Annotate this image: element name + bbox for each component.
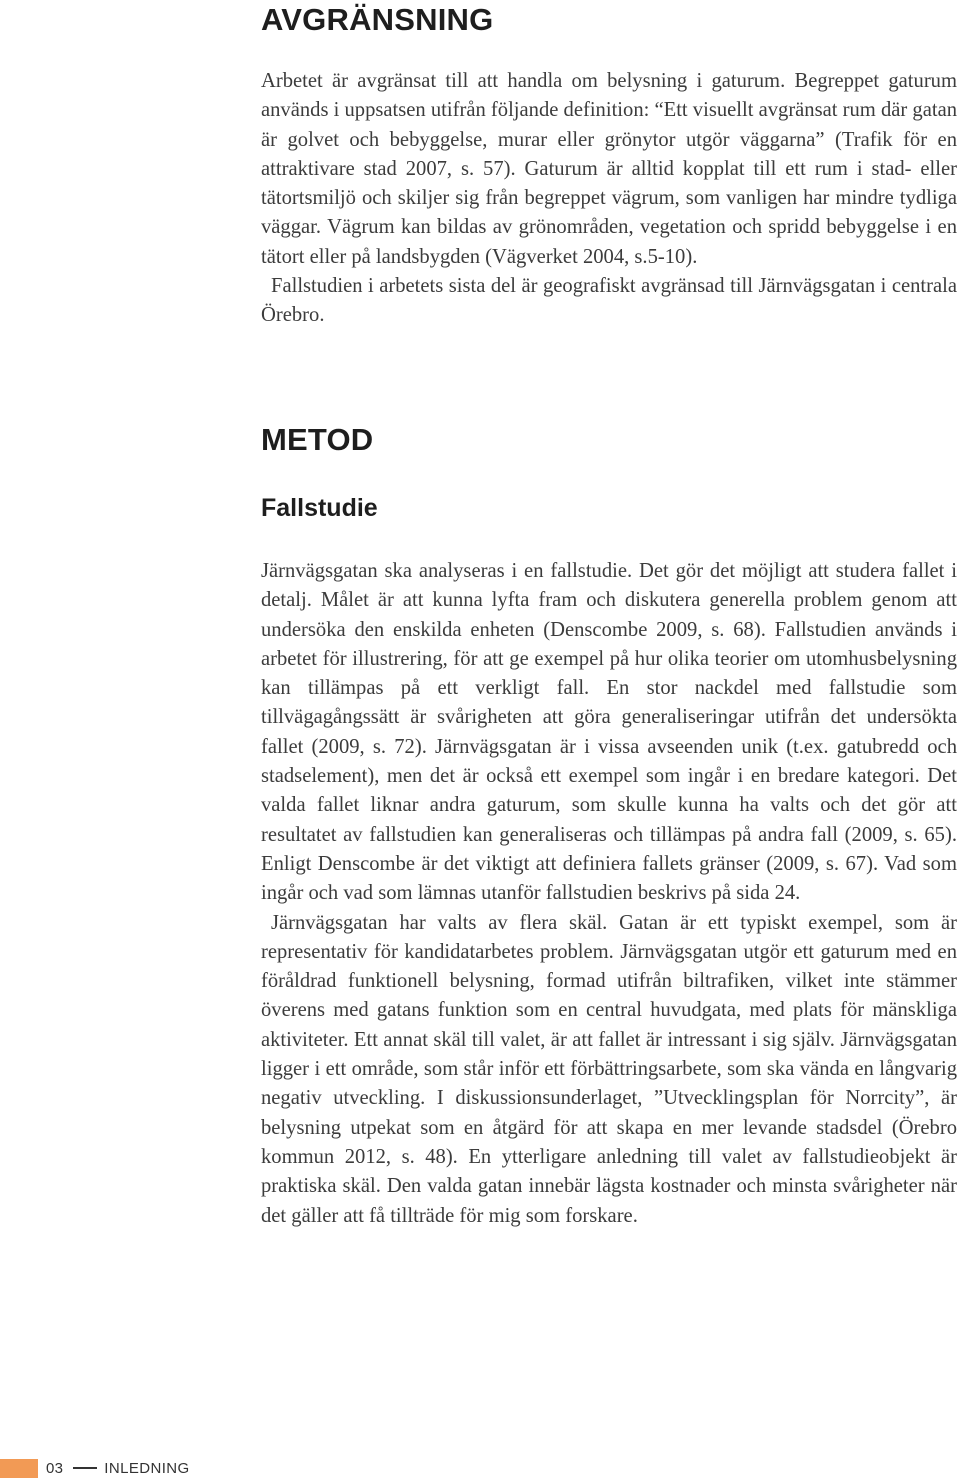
section-heading-metod: METOD	[261, 422, 374, 457]
paragraph-metod-2: Järnvägsgatan har valts av flera skäl. Gatan är ett typiskt exempel, som är representativ för kandidatarbetes problem. Järnvägsgatan utgör ett gaturum med en föråldrad funktionell belysning, formad utifrån biltrafiken, vilket inte stämmer överens med gatans funktion som en central huvudgata, med plats för mänskliga aktiviteter. Ett annat skäl till valet, är att fallet är intressant i sig själv. Järnvägsgatan ligger i ett område, som står inför ett förbättringsarbete, som ska vända en långvarig negativ utveckling. I diskussionsunderlaget, ”Utvecklingsplan för Norrcity”, är belysning utpekat som en åtgärd för att skapa en mer levande stadsdel (Örebro kommun 2012, s. 48). En ytterligare anledning till valet av fallstudieobjekt är praktiska skäl. Den valda gatan innebär lägsta kostnader och minsta svårigheter när det gäller att få tillträde för mig som forskare.	[261, 911, 957, 1227]
paragraph-avgransning-1: Arbetet är avgränsat till att handla om belysning i gaturum. Begreppet gaturum används i uppsatsen utifrån följande definition: “Ett visuellt avgränsat rum där gatan är golvet och bebyggelse, murar eller grönytor utgör väggarna” (Trafik för en attraktivare stad 2007, s. 57). Gaturum är alltid kopplat till ett rum i stad- eller tätortsmiljö och skiljer sig från begreppet vägrum, som vanligen har mindre tydliga väggar. Vägrum kan bildas av grönområden, vegetation och spridd bebyggelse i en tätort eller på landsbygden (Vägverket 2004, s.5-10).	[261, 70, 957, 268]
page-footer	[0, 1458, 190, 1478]
avgransning-body	[261, 67, 957, 331]
paragraph-metod-1: Järnvägsgatan ska analyseras i en fallstudie. Det gör det möjligt att studera fallet i detalj. Målet är att kunna lyfta fram och diskutera generella problem genom att undersöka den enskilda enheten (Denscombe 2009, s. 68). Fallstudien används i arbetet för illustrering, för att ge exempel på hur olika teorier om utomhusbelysning kan tillämpas på ett verkligt fall. En stor nackdel med fallstudie som tillvägagångssätt är svårigheten att göra generaliseringar utifrån det undersökta fallet (2009, s. 72). Järnvägsgatan är i vissa avseenden unik (t.ex. gatubredd och stadselement), men det är också ett exempel som ingår i en bredare kategori. Det valda fallet liknar andra gaturum, som skulle kunna ha valts och det gör att resultatet av fallstudien kan generaliseras och tillämpas på andra fall (2009, s. 65). Enligt Denscombe är det viktigt att definiera fallets gränser (2009, s. 67). Vad som ingår och vad som lämnas utanför fallstudien beskrivs på sida 24.	[261, 560, 957, 905]
footer-dash	[73, 1467, 97, 1468]
footer-accent-bar	[0, 1459, 38, 1478]
footer-section-label: INLEDNING	[104, 1459, 190, 1477]
metod-body	[261, 557, 957, 1231]
paragraph-avgransning-2: Fallstudien i arbetets sista del är geografiskt avgränsad till Järnvägsgatan i centrala Örebro.	[261, 275, 957, 327]
section-heading-avgransning: AVGRÄNSNING	[261, 2, 494, 37]
footer-page-number: 03	[46, 1459, 64, 1477]
subheading-fallstudie: Fallstudie	[261, 494, 378, 522]
